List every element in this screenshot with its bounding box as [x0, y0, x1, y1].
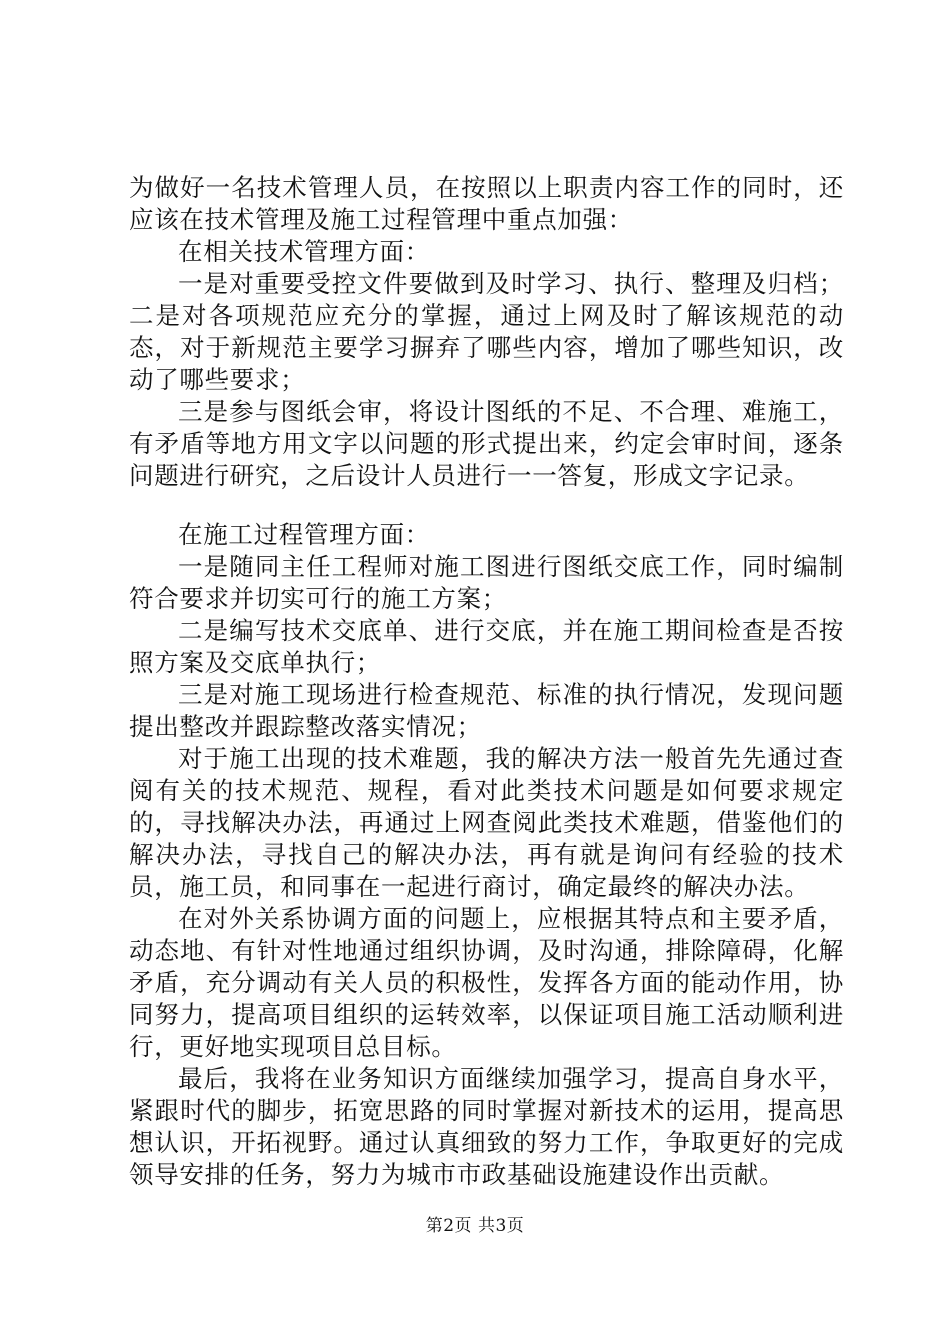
paragraph-conclusion: 最后，我将在业务知识方面继续加强学习，提高自身水平，紧跟时代的脚步，拓宽思路的同时掌握对新技术的运用，提高思想认识，开拓视野。通过认真细致的努力工作，争取更好的完成领导安排的任务，努力为城市市政基础设施建设作出贡献。: [129, 1064, 844, 1189]
document-body: [129, 172, 844, 1191]
paragraph-construction-item-2: 二是编写技术交底单、进行交底，并在施工期间检查是否按照方案及交底单执行；: [129, 616, 844, 677]
paragraph-gap: [129, 492, 844, 519]
heading-technical-management: 在相关技术管理方面：: [178, 237, 430, 266]
paragraph-external-coordination: 在对外关系协调方面的问题上，应根据其特点和主要矛盾，动态地、有针对性地通过组织协调，及时沟通，排除障碍，化解矛盾，充分调动有关人员的积极性，发挥各方面的能动作用，协同努力，提高项目组织的运转效率，以保证项目施工活动顺利进行，更好地实现项目总目标。: [129, 904, 844, 1061]
paragraph-technical-item-1-2: 一是对重要受控文件要做到及时学习、执行、整理及归档；二是对各项规范应充分的掌握，通过上网及时了解该规范的动态，对于新规范主要学习摒弃了哪些内容，增加了哪些知识，改动了哪些要求；: [129, 269, 844, 394]
paragraph-construction-item-3: 三是对施工现场进行检查规范、标准的执行情况，发现问题提出整改并跟踪整改落实情况；: [129, 680, 844, 741]
heading-construction-management: 在施工过程管理方面：: [178, 520, 430, 549]
paragraph-technical-problems: 对于施工出现的技术难题，我的解决方法一般首先先通过查阅有关的技术规范、规程，看对此类技术问题是如何要求规定的，寻找解决办法，再通过上网查阅此类技术难题，借鉴他们的解决办法，寻找自己的解决办法，再有就是询问有经验的技术员，施工员，和同事在一起进行商讨，确定最终的解决办法。: [129, 744, 844, 901]
page-number-footer: 第2页 共3页: [425, 1216, 525, 1236]
paragraph-intro: 为做好一名技术管理人员，在按照以上职责内容工作的同时，还应该在技术管理及施工过程管理中重点加强：: [129, 173, 844, 234]
paragraph-construction-item-1: 一是随同主任工程师对施工图进行图纸交底工作，同时编制符合要求并切实可行的施工方案；: [129, 552, 844, 613]
paragraph-technical-item-3: 三是参与图纸会审，将设计图纸的不足、不合理、难施工，有矛盾等地方用文字以问题的形式提出来，约定会审时间，逐条问题进行研究，之后设计人员进行一一答复，形成文字记录。: [129, 397, 844, 490]
